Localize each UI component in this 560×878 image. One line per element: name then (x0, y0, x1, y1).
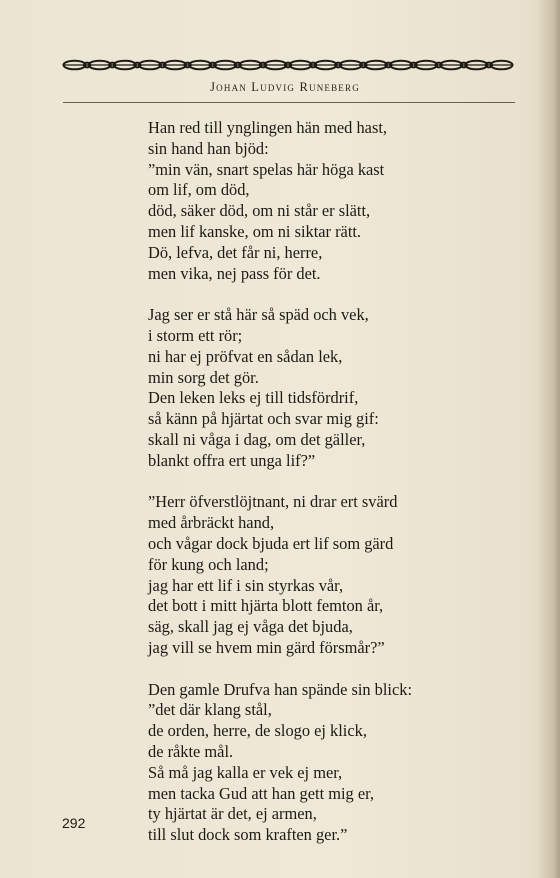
stanza-2 (148, 305, 508, 471)
verse-line: det bott i mitt hjärta blott femton år, (148, 596, 384, 616)
verse-line: de orden, herre, de slogo ej klick, (148, 721, 367, 741)
verse-line: ni har ej pröfvat en sådan lek, (148, 346, 343, 366)
verse-line: ”min vän, snart spelas här höga kast (148, 159, 385, 179)
verse-line: men tacka Gud att han gett mig er, (148, 783, 375, 803)
verse-line: jag vill se hvem min gärd försmår?” (148, 637, 385, 657)
verse-line: Jag ser er stå här så späd och vek, (148, 305, 369, 325)
verse-line: och vågar dock bjuda ert lif som gärd (148, 533, 394, 553)
stanza-4 (148, 680, 508, 846)
verse-line: till slut dock som kraften ger.” (148, 825, 348, 845)
verse-line: Den gamle Drufva han spände sin blick: (148, 679, 412, 699)
verse-line: ”det där klang stål, (148, 700, 272, 720)
verse-line: ”Herr öfverstlöjtnant, ni drar ert svärd (148, 492, 398, 512)
verse-line: för kung och land; (148, 554, 269, 574)
verse-line: Så må jag kalla er vek ej mer, (148, 762, 343, 782)
ornamental-chain-border (62, 58, 514, 72)
verse-line: ty hjärtat är det, ej armen, (148, 804, 317, 824)
verse-line: i storm ett rör; (148, 325, 243, 345)
poem-body (148, 118, 508, 846)
verse-line: död, säker död, om ni står er slätt, (148, 201, 371, 221)
page-gutter-shadow (538, 0, 560, 878)
stanza-3 (148, 492, 508, 658)
verse-line: blankt offra ert unga lif?” (148, 450, 316, 470)
verse-line: jag har ett lif i sin styrkas vår, (148, 575, 344, 595)
verse-line: skall ni våga i dag, om det gäller, (148, 429, 366, 449)
page-number: 292 (62, 815, 86, 831)
verse-line: de råkte mål. (148, 741, 234, 761)
verse-line: men vika, nej pass för det. (148, 263, 321, 283)
stanza-1 (148, 118, 508, 284)
header-rule (63, 102, 515, 103)
verse-line: min sorg det gör. (148, 367, 259, 387)
verse-line: med årbräckt hand, (148, 513, 275, 533)
verse-line: Han red till ynglingen hän med hast, (148, 118, 387, 137)
verse-line: Den leken leks ej till tidsfördrif, (148, 388, 359, 408)
verse-line: sin hand han bjöd: (148, 138, 269, 158)
verse-line: säg, skall jag ej våga det bjuda, (148, 617, 353, 637)
verse-line: så känn på hjärtat och svar mig gif: (148, 409, 379, 429)
verse-line: om lif, om död, (148, 180, 250, 200)
verse-line: Dö, lefva, det får ni, herre, (148, 242, 323, 262)
running-head-author: Johan Ludvig Runeberg (210, 80, 360, 94)
verse-line: men lif kanske, om ni siktar rätt. (148, 221, 362, 241)
